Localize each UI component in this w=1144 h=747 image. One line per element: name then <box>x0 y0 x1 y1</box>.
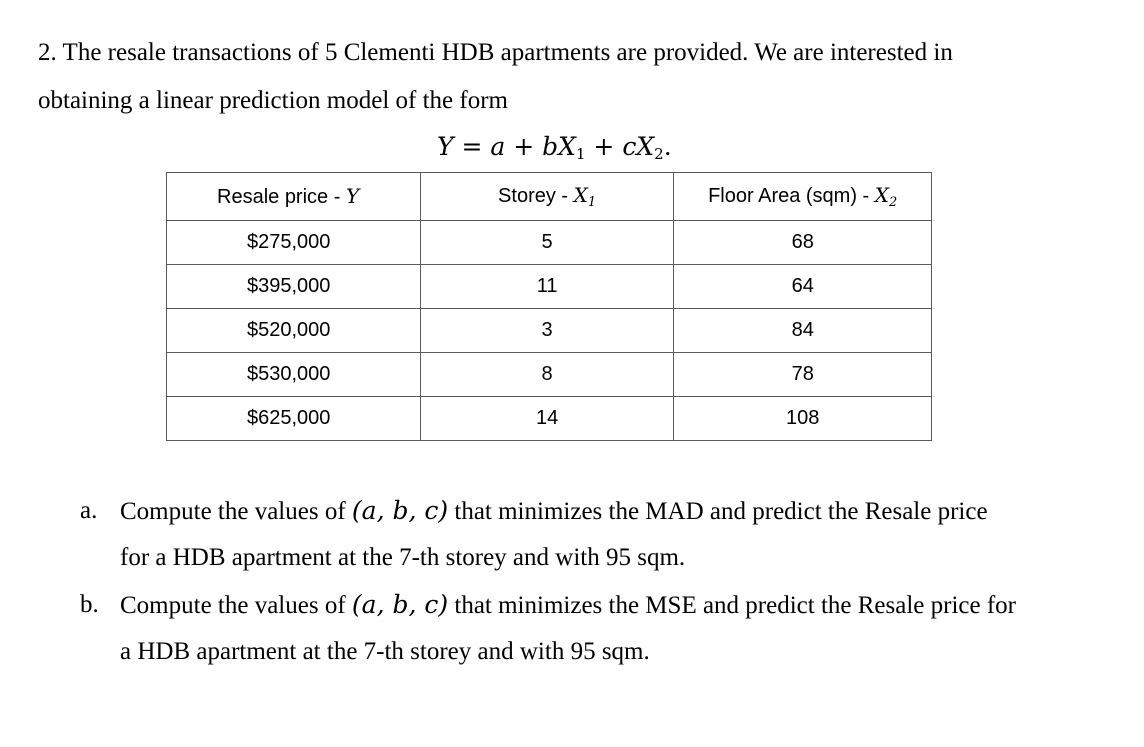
question-a-tuple: (a, b, c) <box>351 496 449 525</box>
formula-y: Y <box>437 132 454 161</box>
cell-area: 64 <box>674 265 932 309</box>
question-b-tuple: (a, b, c) <box>351 590 449 619</box>
cell-storey: 5 <box>420 221 674 265</box>
formula-x1-sub: 1 <box>575 145 586 163</box>
table-row <box>167 221 932 265</box>
cell-price: $520,000 <box>167 309 421 353</box>
header-resale-price <box>167 173 421 221</box>
question-a-post: that minimizes the MAD and predict the Resale price <box>448 498 988 525</box>
formula-a: a <box>490 132 506 161</box>
formula-plus-2: + <box>585 132 623 161</box>
formula-x2-sub: 2 <box>654 145 664 163</box>
question-b-line2: a HDB apartment at the 7-th storey and with 95 sqm. <box>120 638 650 665</box>
header-storey-var-letter: X <box>573 183 588 207</box>
header-floor-area-label: Floor Area (sqm) - <box>708 185 875 207</box>
header-floor-area <box>674 173 932 221</box>
formula-x1: X <box>558 132 576 161</box>
formula-period: . <box>663 132 672 161</box>
header-floor-area-var-letter: X <box>874 183 890 207</box>
formula-c: c <box>622 132 637 161</box>
cell-storey: 11 <box>420 265 674 309</box>
question-b-label: b. <box>80 591 99 618</box>
question-b-line1 <box>120 590 1016 621</box>
cell-area: 78 <box>674 353 932 397</box>
header-storey-var <box>573 183 597 210</box>
header-storey-label: Storey - <box>498 185 574 207</box>
cell-area: 84 <box>674 309 932 353</box>
question-a-label: a. <box>80 497 98 524</box>
question-a-pre: Compute the values of <box>120 498 352 525</box>
cell-storey: 14 <box>420 397 674 441</box>
table-row <box>167 353 932 397</box>
cell-price: $530,000 <box>167 353 421 397</box>
question-a-line2: for a HDB apartment at the 7-th storey and with 95 sqm. <box>120 544 686 571</box>
model-formula <box>437 131 672 170</box>
question-b-pre: Compute the values of <box>120 592 352 619</box>
cell-area: 68 <box>674 221 932 265</box>
header-storey <box>420 173 674 221</box>
cell-price: $395,000 <box>167 265 421 309</box>
formula-b: b <box>542 132 559 161</box>
table-header-row <box>167 173 932 221</box>
cell-price: $275,000 <box>167 221 421 265</box>
table-row <box>167 397 932 441</box>
cell-storey: 3 <box>420 309 674 353</box>
problem-intro-line1: 2. The resale transactions of 5 Clementi HDB apartments are provided. We are interested in <box>38 39 953 66</box>
problem-intro-line2: obtaining a linear prediction model of the form <box>38 87 508 114</box>
question-b-post: that minimizes the MSE and predict the Resale price for <box>448 592 1017 619</box>
header-resale-price-var: Y <box>345 184 360 208</box>
header-floor-area-var-sub: 2 <box>889 195 898 210</box>
header-storey-var-sub: 1 <box>587 195 597 210</box>
table-row <box>167 265 932 309</box>
transactions-table <box>166 172 932 441</box>
cell-price: $625,000 <box>167 397 421 441</box>
formula-x2: X <box>636 132 655 161</box>
formula-equals: = <box>453 132 491 161</box>
cell-storey: 8 <box>420 353 674 397</box>
question-a-line1 <box>120 496 988 527</box>
cell-area: 108 <box>674 397 932 441</box>
formula-plus-1: + <box>505 132 543 161</box>
header-resale-price-label: Resale price - <box>217 186 346 208</box>
table-row <box>167 309 932 353</box>
header-floor-area-var <box>874 183 898 210</box>
